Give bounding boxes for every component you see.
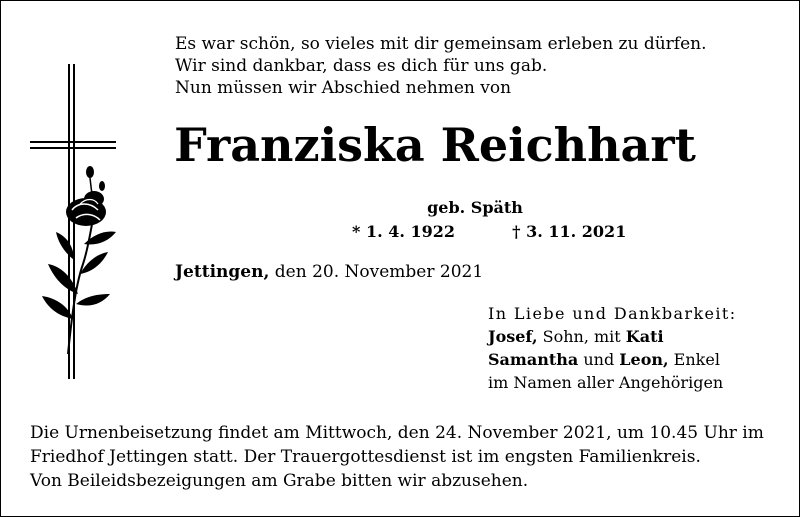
deceased-name: Franziska Reichhart	[174, 118, 696, 172]
intro-line: Wir sind dankbar, dass es dich für uns gab.	[175, 56, 548, 76]
life-dates	[352, 222, 626, 241]
family-member: Samantha	[488, 350, 579, 369]
intro-line: Nun müssen wir Abschied nehmen von	[175, 78, 512, 98]
family-member: Leon,	[619, 350, 669, 369]
family-signature	[488, 302, 737, 394]
family-member: Josef,	[488, 327, 538, 346]
funeral-info	[30, 421, 764, 493]
intro-line: Es war schön, so vieles mit dir gemeinsam erleben zu dürfen.	[175, 34, 707, 54]
maiden-name: geb. Späth	[427, 198, 523, 217]
family-line	[488, 348, 737, 371]
family-line	[488, 325, 737, 348]
family-relation: Sohn, mit	[537, 327, 626, 346]
footer-line: Friedhof Jettingen statt. Der Trauergottesdienst ist im engsten Familienkreis.	[30, 447, 701, 467]
place: Jettingen,	[175, 262, 270, 282]
family-lead: In Liebe und Dankbarkeit:	[488, 304, 737, 323]
date: den 20. November 2021	[269, 262, 484, 282]
birth-date: * 1. 4. 1922	[352, 222, 456, 241]
intro-text	[175, 33, 707, 99]
family-relation: und	[578, 350, 620, 369]
family-relation: Enkel	[668, 350, 720, 369]
place-date	[175, 262, 483, 282]
cross-with-rose-icon	[28, 64, 118, 388]
family-line: im Namen aller Angehörigen	[488, 373, 724, 392]
death-date: † 3. 11. 2021	[512, 222, 627, 241]
footer-line: Von Beileidsbezeigungen am Grabe bitten wir abzusehen.	[30, 471, 529, 491]
footer-line: Die Urnenbeisetzung findet am Mittwoch, den 24. November 2021, um 10.45 Uhr im	[30, 423, 764, 443]
family-member: Kati	[625, 327, 664, 346]
